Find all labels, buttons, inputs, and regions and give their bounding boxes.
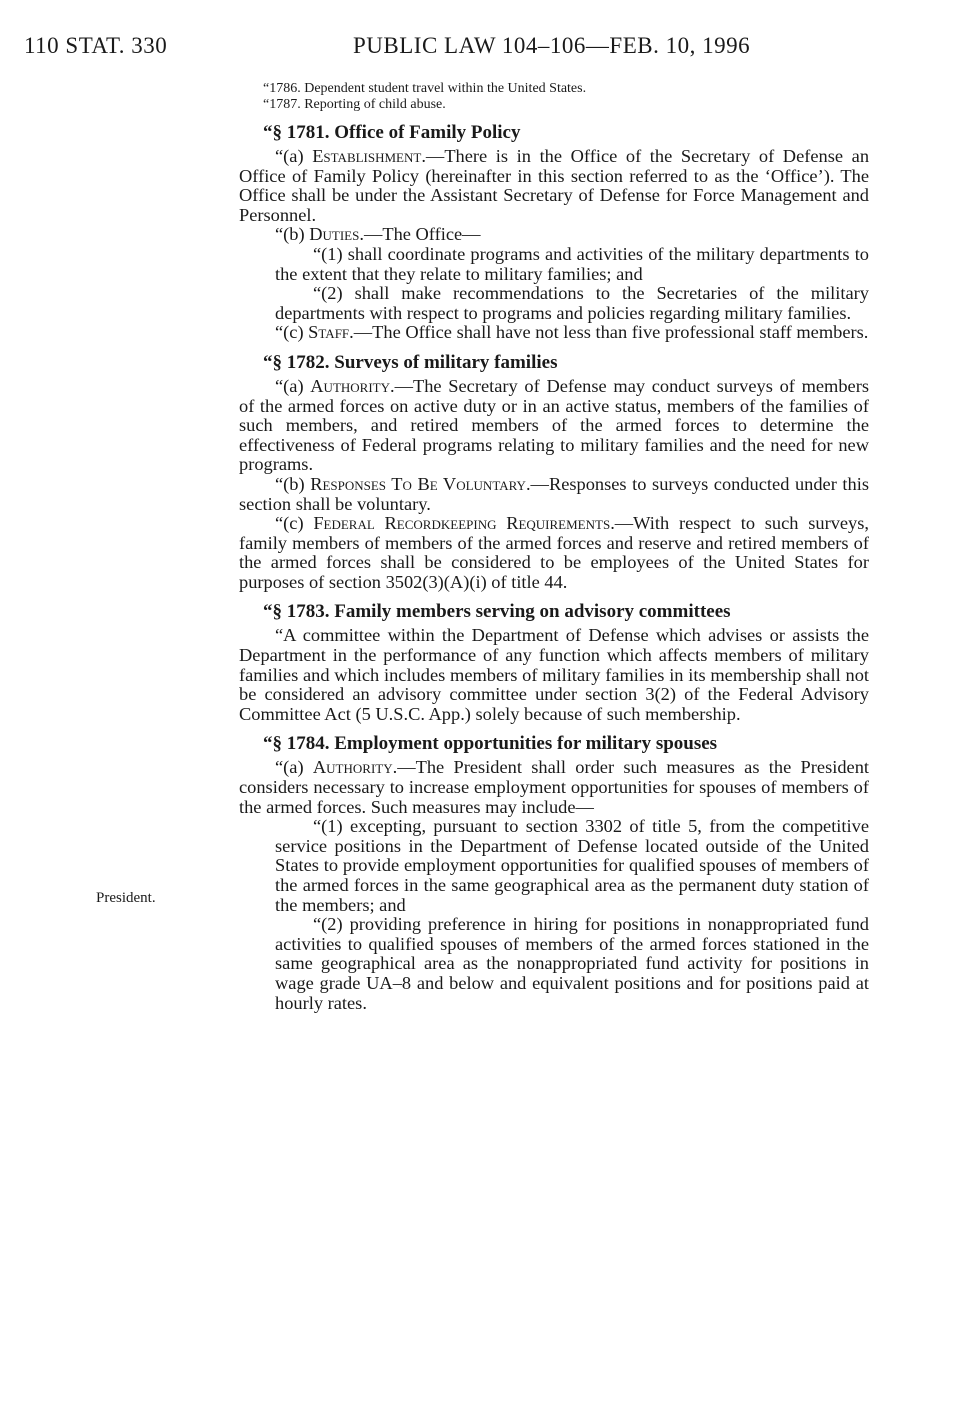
paragraph-1781-b2: “(2) shall make recommendations to the Secretaries of the military departments with respect to programs and policies regarding military families. (275, 283, 869, 323)
stat-page-reference: 110 STAT. 330 (24, 33, 168, 58)
paragraph-1781-a: “(a) Establishment.—There is in the Office of the Secretary of Defense an Office of Family Policy (hereinafter in this section referred to as the ‘Office’). The Office shall be under the Assistant Secretary of Defense for Force Management and Personnel. (239, 146, 870, 225)
toc-item: “1786. Dependent student travel within the United States. (263, 81, 587, 96)
section-heading-1783: “§ 1783. Family members serving on advisory committees (263, 601, 731, 623)
public-law-citation: PUBLIC LAW 104–106—FEB. 10, 1996 (353, 33, 751, 58)
section-heading-1781: “§ 1781. Office of Family Policy (263, 122, 521, 143)
paragraph-1782-c: “(c) Federal Recordkeeping Requirements.—With respect to such surveys, family members of members of the armed forces and reserve and retired members of the armed forces shall be considered to be employees of the United States for purposes of section 3502(3)(A)(i) of title 44. (239, 513, 870, 592)
margin-note: President. (96, 890, 156, 906)
paragraph-1784-a1: “(1) excepting, pursuant to section 3302 of title 5, from the competitive service positions in the Department of Defense located outside of the United States to provide employment opportunities for qualified spouses of members of the armed forces in the same geographical area as the permanent duty station of the members; and (275, 816, 869, 915)
paragraph-1782-b: “(b) Responses To Be Voluntary.—Responses to surveys conducted under this section shall be voluntary. (239, 473, 869, 514)
section-heading-1782: “§ 1782. Surveys of military families (263, 351, 558, 373)
document-body (239, 81, 869, 1013)
paragraph-1783: “A committee within the Department of Defense which advises or assists the Department in the performance of any function which affects members of military families and which includes members of military families in its membership shall not be considered an advisory committee under section 3(2) of the Federal Advisory Committee Act (5 U.S.C. App.) solely because of such membership. (239, 625, 869, 724)
page-header (24, 33, 924, 67)
toc-item: “1787. Reporting of child abuse. (263, 97, 446, 112)
paragraph-1781-c: “(c) Staff.—The Office shall have not less than five professional staff members. (275, 322, 869, 343)
paragraph-1782-a: “(a) Authority.—The Secretary of Defense may conduct surveys of members of the armed forces on active duty or in an active status, members of the families of such members, and retired members of the armed forces to determine the effectiveness of Federal programs relating to military families and the need for new programs. (239, 375, 870, 475)
section-heading-1784: “§ 1784. Employment opportunities for military spouses (263, 733, 718, 755)
table-of-sections (239, 81, 869, 113)
paragraph-1781-b1: “(1) shall coordinate programs and activities of the military departments to the extent that they relate to military families; and (275, 243, 869, 284)
paragraph-1784-a2: “(2) providing preference in hiring for positions in nonappropriated fund activities to qualified spouses of members of the armed forces stationed in the same geographical area as the nonappropriated fund activity for positions in wage grade UA–8 and below and equivalent positions and for positions paid at hourly rates. (275, 914, 869, 1013)
paragraph-1784-a: “(a) Authority.—The President shall order such measures as the President considers necessary to increase employment opportunities for spouses of members of the armed forces. Such measures may include— (239, 757, 869, 817)
paragraph-1781-b: “(b) Duties.—The Office— (275, 224, 481, 245)
